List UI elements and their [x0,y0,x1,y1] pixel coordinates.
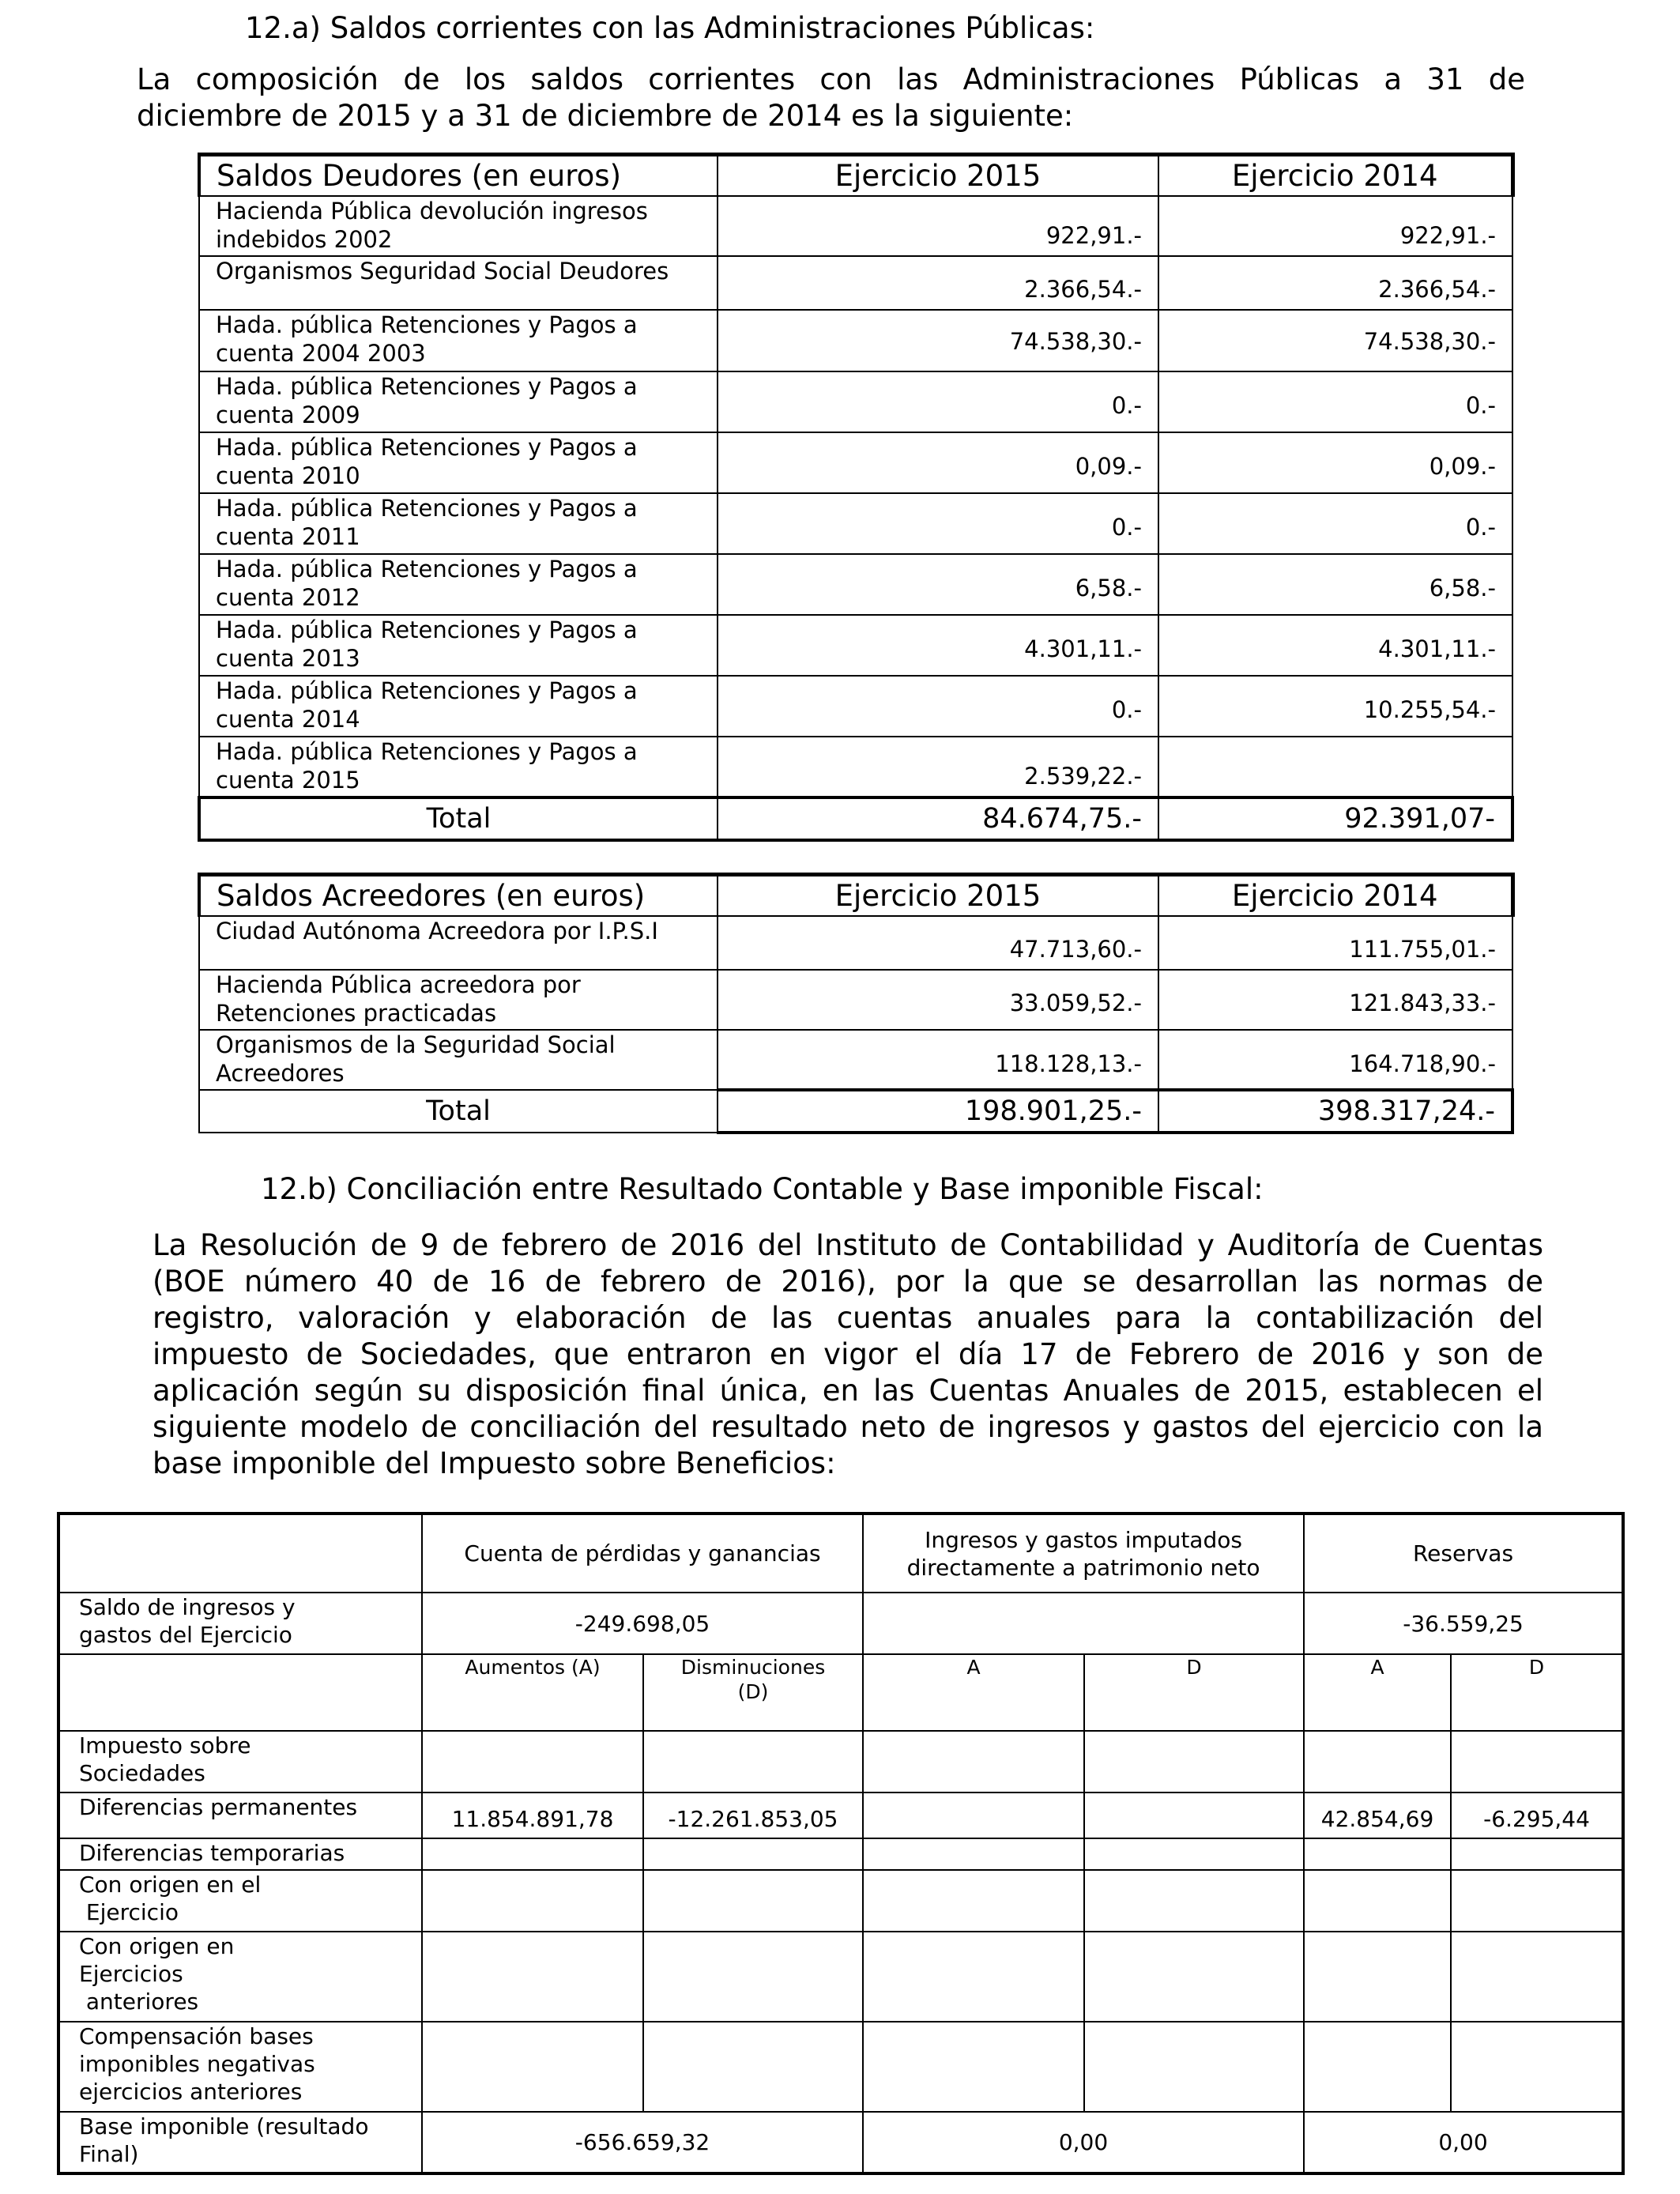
cell-disminuciones [643,1870,863,1932]
row-label: Diferencias permanentes [58,1793,422,1838]
table-cell-2014: 74.538,30.- [1158,310,1512,371]
cell-pat-a [863,1793,1084,1838]
cell-res-a [1304,1838,1451,1870]
base-reservas: 0,00 [1304,2112,1623,2173]
section-a-intro [137,62,1525,134]
cell-aumentos [422,1838,643,1870]
table-cell-2014: 164.718,90.- [1158,1030,1512,1090]
table-cell-2015: 4.301,11.- [718,615,1158,676]
table-cell-2014: 6,58.- [1158,554,1512,615]
cell-pat-d [1084,1793,1304,1838]
table-header: Ejercicio 2014 [1158,155,1512,196]
debtors-table [198,153,1515,842]
total-2015: 198.901,25.- [718,1090,1158,1133]
section-b-heading: 12.b) Conciliación entre Resultado Contable y Base imponible Fiscal: [261,1172,1264,1206]
cell-aumentos [422,1870,643,1932]
table-cell-2015: 0.- [718,371,1158,432]
table-cell-2014: 0.- [1158,371,1512,432]
table-row-label: Organismos Seguridad Social Deudores [199,256,718,310]
table-row-label: Hada. pública Retenciones y Pagos a cuenta 2010 [199,432,718,493]
table-row-label: Hada. pública Retenciones y Pagos a cuenta 2014 [199,676,718,737]
cell-disminuciones [643,1731,863,1793]
cell-pat-d [1084,1838,1304,1870]
cell-res-a: 42.854,69 [1304,1793,1451,1838]
table-header: Saldos Acreedores (en euros) [199,875,718,916]
cell-aumentos [422,2022,643,2112]
header-pyg: Cuenta de pérdidas y ganancias [422,1514,863,1593]
table-cell-2015: 47.713,60.- [718,916,1158,970]
row-label: Compensación bases imponibles negativas ejercicios anteriores [58,2022,422,2112]
total-2014: 92.391,07- [1158,797,1512,840]
paragraph-line: base imponible del Impuesto sobre Beneficios: [153,1446,836,1480]
table-row-label: Hada. pública Retenciones y Pagos a cuenta 2009 [199,371,718,432]
table-cell-2015: 0.- [718,493,1158,554]
section-a-heading: 12.a) Saldos corrientes con las Administraciones Públicas: [245,11,1095,45]
table-cell-2014: 121.843,33.- [1158,970,1512,1030]
row-label: Impuesto sobre Sociedades [58,1731,422,1793]
table-cell-2015: 33.059,52.- [718,970,1158,1030]
total-label: Total [199,797,718,840]
table-row [58,2022,1623,2112]
base-patrimonio: 0,00 [863,2112,1304,2173]
row-label: Diferencias temporarias [58,1838,422,1870]
table-cell-2015: 118.128,13.- [718,1030,1158,1090]
paragraph-line: registro, valoración y elaboración de las cuentas anuales para la contabilización del [153,1301,1543,1335]
cell-res-d [1451,1838,1623,1870]
cell-disminuciones [643,2022,863,2112]
paragraph-line: La Resolución de 9 de febrero de 2016 del Instituto de Contabilidad y Auditoría de Cuentas [153,1228,1543,1262]
corner-cell [58,1514,422,1593]
row-label-saldo: Saldo de ingresos y gastos del Ejercicio [58,1593,422,1654]
table-row [58,1838,1623,1870]
cell-res-d [1451,2022,1623,2112]
table-cell-2015: 74.538,30.- [718,310,1158,371]
table-header: Ejercicio 2014 [1158,875,1512,916]
reconciliation-table [57,1512,1625,2175]
saldo-patrimonio [863,1593,1304,1654]
paragraph-line: impuesto de Sociedades, que entraron en vigor el día 17 de Febrero de 2016 y son de [153,1337,1543,1371]
table-cell-2015: 6,58.- [718,554,1158,615]
table-cell-2015: 2.539,22.- [718,737,1158,797]
cell-res-a [1304,2022,1451,2112]
row-label: Con origen en el Ejercicio [58,1870,422,1932]
table-cell-2014: 111.755,01.- [1158,916,1512,970]
table-cell-2015: 0.- [718,676,1158,737]
table-row-label: Hada. pública Retenciones y Pagos a cuenta 2004 2003 [199,310,718,371]
table-cell-2014: 2.366,54.- [1158,256,1512,310]
total-label: Total [199,1090,718,1133]
cell-pat-a [863,1838,1084,1870]
table-row [58,1870,1623,1932]
header-patrimonio: Ingresos y gastos imputados directamente a patrimonio neto [863,1514,1304,1593]
total-2014: 398.317,24.- [1158,1090,1512,1133]
cell-disminuciones: -12.261.853,05 [643,1793,863,1838]
table-row-label: Hacienda Pública acreedora por Retenciones practicadas [199,970,718,1030]
empty-cell [58,1654,422,1731]
creditors-table [198,873,1515,1134]
cell-res-d [1451,1870,1623,1932]
subheader-res-a: A [1304,1654,1451,1731]
table-cell-2015: 2.366,54.- [718,256,1158,310]
cell-disminuciones [643,1838,863,1870]
table-cell-2015: 922,91.- [718,196,1158,256]
table-cell-2014: 922,91.- [1158,196,1512,256]
cell-res-a [1304,1932,1451,2022]
cell-aumentos [422,1731,643,1793]
table-row-label: Organismos de la Seguridad Social Acreedores [199,1030,718,1090]
table-row [58,1932,1623,2022]
header-reservas: Reservas [1304,1514,1623,1593]
section-b-paragraph [153,1227,1543,1482]
cell-res-d: -6.295,44 [1451,1793,1623,1838]
base-pyg: -656.659,32 [422,2112,863,2173]
cell-res-a [1304,1870,1451,1932]
subheader-aumentos: Aumentos (A) [422,1654,643,1731]
intro-line: La composición de los saldos corrientes con las Administraciones Públicas a 31 de [137,62,1525,96]
table-row-label: Hada. pública Retenciones y Pagos a cuenta 2015 [199,737,718,797]
paragraph-line: siguiente modelo de conciliación del resultado neto de ingresos y gastos del ejercicio con la [153,1410,1543,1444]
table-row-label: Hada. pública Retenciones y Pagos a cuenta 2013 [199,615,718,676]
table-cell-2014: 4.301,11.- [1158,615,1512,676]
cell-res-d [1451,1731,1623,1793]
table-cell-2015: 0,09.- [718,432,1158,493]
cell-aumentos: 11.854.891,78 [422,1793,643,1838]
table-cell-2014: 0,09.- [1158,432,1512,493]
table-row-label: Ciudad Autónoma Acreedora por I.P.S.I [199,916,718,970]
cell-pat-d [1084,1731,1304,1793]
subheader-pat-a: A [863,1654,1084,1731]
cell-pat-d [1084,1870,1304,1932]
cell-pat-d [1084,2022,1304,2112]
paragraph-line: (BOE número 40 de 16 de febrero de 2016), por la que se desarrollan las normas de [153,1265,1543,1299]
row-label-base: Base imponible (resultado Final) [58,2112,422,2173]
cell-disminuciones [643,1932,863,2022]
cell-pat-a [863,1731,1084,1793]
table-row [58,1731,1623,1793]
saldo-reservas: -36.559,25 [1304,1593,1623,1654]
paragraph-line: aplicación según su disposición final única, en las Cuentas Anuales de 2015, establecen el [153,1374,1543,1408]
cell-pat-a [863,1932,1084,2022]
table-cell-2014: 0.- [1158,493,1512,554]
table-cell-2014: 10.255,54.- [1158,676,1512,737]
table-header: Ejercicio 2015 [718,875,1158,916]
table-header: Saldos Deudores (en euros) [199,155,718,196]
cell-pat-d [1084,1932,1304,2022]
table-row-label: Hada. pública Retenciones y Pagos a cuenta 2011 [199,493,718,554]
cell-pat-a [863,1870,1084,1932]
saldo-pyg: -249.698,05 [422,1593,863,1654]
cell-res-a [1304,1731,1451,1793]
table-header: Ejercicio 2015 [718,155,1158,196]
table-cell-2014 [1158,737,1512,797]
table-row-label: Hada. pública Retenciones y Pagos a cuenta 2012 [199,554,718,615]
subheader-pat-d: D [1084,1654,1304,1731]
total-2015: 84.674,75.- [718,797,1158,840]
cell-pat-a [863,2022,1084,2112]
subheader-disminuciones: Disminuciones (D) [643,1654,863,1731]
row-label: Con origen en Ejercicios anteriores [58,1932,422,2022]
intro-line: diciembre de 2015 y a 31 de diciembre de 2014 es la siguiente: [137,99,1074,133]
table-row [58,1793,1623,1838]
cell-aumentos [422,1932,643,2022]
cell-res-d [1451,1932,1623,2022]
table-row-label: Hacienda Pública devolución ingresos indebidos 2002 [199,196,718,256]
subheader-res-d: D [1451,1654,1623,1731]
